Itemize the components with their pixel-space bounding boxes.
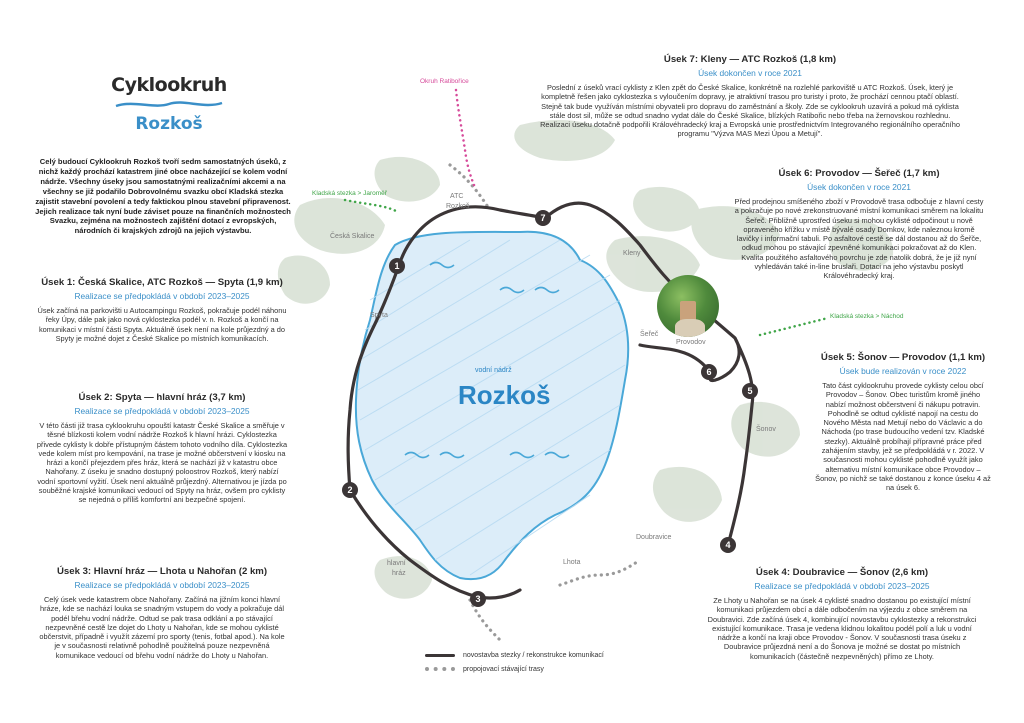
cycle-path-provodov (640, 345, 710, 372)
legend-dotted-label: propojovací stávající trasy (463, 665, 544, 673)
section-1-text: Úsek začíná na parkovišti u Autocampingu Rozkoš, pokračuje podél náhonu řeky Úpy, dále pak jako nová cyklostezka podél v. n. Rozkoš a končí na komunikaci v místní části Spyta. Aktuálně úsek není na kole průjezdný a do Spyty je možné dojet z České Skalice po místních komunikacích. (37, 306, 287, 343)
legend-dotted (425, 662, 604, 676)
legend-solid-label: novostavba stezky / rekonstrukce komunikací (463, 651, 604, 659)
place-hlavni-2: hráz (392, 570, 406, 577)
section-3-status: Realizace se předpokládá v období 2023–2025 (74, 580, 250, 590)
section-5-title: Úsek 5: Šonov — Provodov (1,1 km) (820, 352, 986, 363)
place-kleny: Kleny (623, 250, 641, 257)
place-doubravice: Doubravice (636, 534, 672, 541)
section-7-text: Poslední z úseků vrací cyklisty z Klen zpět do České Skalice, konkrétně na rozlehlé parkoviště u ATC Rozkoš. Úsek, který je kompletně řešen jako cyklostezka s vyloučením dopravy, je atraktivní trasou pro turisty i proto, že prochází cennou ptačí oblastí. Stejně tak bude využíván místními obyvateli pro dopravu do zaměstnání a školy. Zde se cyklookruh uzavírá a pokud má cyklista stále dost sil, může se odtud snadno vydat dále do České Skalice, blízkých Ratibořic nebo třeba na žernovskou rozhlednu. Realizaci úseku dotačně podpořili Královéhradecký kraj a Evropská unie prostřednictvím Integrovaného regionálního operačního programu "Výzva MAS Mezi Úpou a Metují". (540, 83, 960, 139)
place-provodov: Provodov (676, 339, 706, 346)
section-2-text: V této části již trasa cyklookruhu opouští katastr České Skalice a směřuje v těsné blízkosti kolem vodní nádrže Rozkoš k hlavní hrázi. Cyklostezka přivede cyklisty k dobře přístupným částem tohoto vodního díla. Cyklostezka vede kolem míst pro kempování, na trase je možné občerstvení v kiosku na hrázi a končí přejezdem přes hráz, která se nachází již v katastru obce Nahořany. Z úseku je snadno dostupný poloostrov Rozkoš, který nabízí vodní sportovní vyžití. Úsek není aktuálně průjezdný. Alternativou je jízda po souběžné krajské komunikaci vedoucí od Spyty na hráz, ovšem pro cyklisty se nejedná o příliš komfortní ani bezpečné spojení. (36, 421, 288, 505)
place-sonov: Šonov (756, 426, 776, 433)
marker-3 (470, 591, 486, 607)
section-5-status: Úsek bude realizován v roce 2022 (839, 366, 967, 376)
logo (104, 74, 234, 156)
svg-text:7: 7 (540, 213, 546, 223)
section-3-title: Úsek 3: Hlavní hráz — Lhota u Nahořan (2 km) (56, 566, 268, 577)
section-5 (815, 352, 991, 493)
svg-text:1: 1 (394, 261, 400, 271)
route-ratiborice-label: Okruh Ratibořice (420, 78, 469, 85)
photo-cross (657, 275, 719, 337)
section-3-text: Celý úsek vede katastrem obce Nahořany. Začíná na jižním konci hlavní hráze, kde se nachází louka se snadným vstupem do vody a pokračuje dál podél břehu vodní nádrže. Odtud se pak trasa odklání a po stávající nezpevněné cestě lze dojet do Lhoty u Nahořan, kde se mohou cyklisté občerstvit, případně i využít zázemí pro sporty (tenis, fotbal apod.). Na kole je v současnosti relativně pohodlně použitelná pouze nezpevněná komunikace vedoucí od břehu vodní nádrže do Lhoty u Nahořan. (39, 595, 285, 660)
place-atc-1: ATC (450, 193, 464, 200)
marker-1 (389, 258, 405, 274)
section-6-text: Před prodejnou smíšeného zboží v Provodově trasa odbočuje z hlavní cesty a pokračuje po nové zrekonstruované místní komunikaci směrem na lokalitu Šeřeč. Přibližně uprostřed úseku si mohou cyklisté odpočinout u nově opraveného křížku v místě bývalé osady Domkov, kde naleznou kromě lavičky i informační tabuli. Po asfaltové cestě se dál dostanou až do Šeřče, odkud mohou po stávající zpevněné komunikaci pokračovat až do Klen. Kvalita použitého asfaltového povrchu je zde natolik dobrá, že je již nyní vyhledáván také in-line bruslaři. Dotaci na jeho výstavbu poskytl Královéhradecký kraj. (734, 197, 984, 281)
place-atc-2: Rozkoš (446, 203, 470, 210)
section-1 (36, 277, 288, 343)
place-spyta: Spyta (370, 312, 388, 319)
section-2-title: Úsek 2: Spyta — hlavní hráz (3,7 km) (78, 392, 246, 403)
svg-text:5: 5 (747, 386, 753, 396)
legend (425, 648, 604, 676)
legend-dotted-swatch (425, 667, 455, 671)
place-hlavni-1: hlavní (387, 560, 406, 567)
section-5-text: Tato část cyklookruhu provede cyklisty celou obcí Provodov – Šonov. Obec turistům kromě jiného nabízí možnost občerstvení či nákupu potravin. Pohodlně se odtud cyklisté napojí na cestu do Nového Města nad Metují nebo do Václavic a do Náchoda (po trase budoucího vedení tzv. Kladské stezky). Aktuálně probíhají přípravné práce před zahájením stavby, jež se předpokládá v r. 2022. V současnosti mohou cyklisté pohodlně využít jako alternativu místní komunikace obce Provodov – Šonov, po nichž se také dostanou z konce úseku 4 až na úsek 6. (815, 381, 991, 493)
section-3 (36, 566, 288, 660)
section-6-title: Úsek 6: Provodov — Šeřeč (1,7 km) (778, 168, 940, 179)
section-4-status: Realizace se předpokládá v období 2023–2025 (754, 581, 930, 591)
legend-solid-swatch (425, 654, 455, 657)
logo-title: Cyklookruh (111, 74, 227, 96)
section-7-title: Úsek 7: Kleny — ATC Rozkoš (1,8 km) (663, 54, 837, 65)
section-1-status: Realizace se předpokládá v období 2023–2025 (74, 291, 250, 301)
section-4-title: Úsek 4: Doubravice — Šonov (2,6 km) (755, 567, 929, 578)
route-jaromer-label: Kladská stezka > Jaroměř (312, 190, 387, 197)
marker-2 (342, 482, 358, 498)
route-ratiborice (456, 90, 474, 185)
route-nachod (760, 318, 828, 335)
intro-text: Celý budoucí Cyklookruh Rozkoš tvoří sedm samostatných úseků, z nichž každý prochází katastrem jiné obce nacházející se kolem vodní nádrže. Všechny úseky jsou samostatnými realizačními akcemi a na všechny se již podařilo Dobrovolnému svazku obcí Kladská stezka zajistit stavební povolení a tedy faktickou plnou stavební připravenost. Jejich realizace tak nyní bude záviset pouze na finančních možnostech Svazku, zejména na možnostech zajištění dotací z evropských, národních či krajských zdrojů na jejich výstavbu. (35, 157, 291, 236)
place-ceska-skalice: Česká Skalice (330, 233, 375, 240)
route-nachod-label: Kladská stezka > Náchod (830, 313, 904, 320)
place-lhota: Lhota (563, 559, 581, 566)
section-7-status: Úsek dokončen v roce 2021 (698, 68, 802, 78)
svg-text:6: 6 (706, 367, 712, 377)
section-7 (536, 54, 964, 139)
photo-cross-path (675, 319, 705, 337)
legend-solid (425, 648, 604, 662)
section-2-status: Realizace se předpokládá v období 2023–2025 (74, 406, 250, 416)
section-2 (36, 392, 288, 505)
marker-6 (701, 364, 717, 380)
lake-small-label: vodní nádrž (475, 367, 512, 374)
section-4 (706, 567, 978, 661)
section-6-status: Úsek dokončen v roce 2021 (807, 182, 911, 192)
logo-subtitle: Rozkoš (135, 114, 203, 134)
lake-name: Rozkoš (458, 380, 551, 410)
svg-text:2: 2 (347, 485, 353, 495)
place-serec: Šeřeč (640, 331, 659, 338)
marker-5 (742, 383, 758, 399)
section-1-title: Úsek 1: Česká Skalice, ATC Rozkoš — Spyta (1,9 km) (41, 277, 283, 288)
svg-text:4: 4 (725, 540, 731, 550)
svg-text:3: 3 (475, 594, 481, 604)
marker-4 (720, 537, 736, 553)
marker-7 (535, 210, 551, 226)
logo-wave-icon (114, 98, 224, 110)
section-4-text: Ze Lhoty u Nahořan se na úsek 4 cyklisté snadno dostanou po existující místní komunikaci průjezdem obcí a dále odbočením na výjezdu z obce směrem na Doubravici. Zde začíná úsek 4, kombinující novostavbu cyklostezky a rekonstrukci existující komunikace. Trasa je vedena klidnou lokalitou podél polí a luk u vodní nádrže a končí na kraji obce Provodov - Šonov. V současnosti trasa úseku z Doubravice průjezdná není a do Šonova je možné se dostat po místních komunikacích (částečně nezpevněných) přímo ze Lhoty. (707, 596, 977, 661)
section-6 (732, 168, 986, 281)
